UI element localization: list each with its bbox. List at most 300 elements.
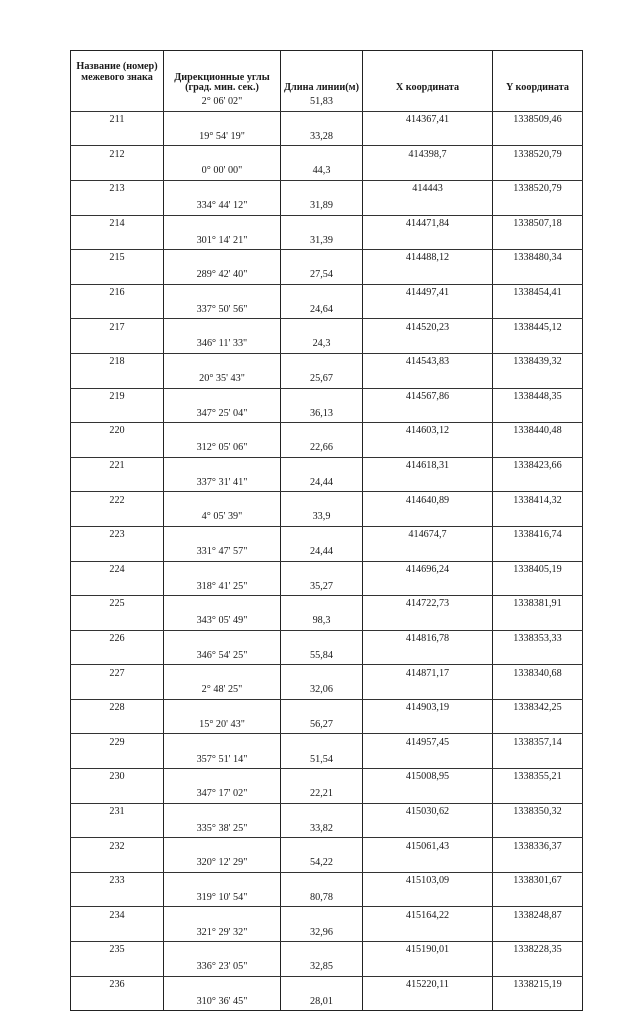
cell-empty [493, 509, 583, 526]
table-row-segment [71, 336, 583, 353]
cell-empty [493, 129, 583, 146]
cell-marker-name: 235 [71, 942, 164, 959]
cell-empty [493, 786, 583, 803]
cell-x-coordinate: 415103,09 [363, 872, 493, 889]
cell-empty [281, 872, 363, 889]
cell-empty [164, 111, 281, 128]
table-row-segment [71, 163, 583, 180]
cell-line-length: 55,84 [281, 648, 363, 665]
cell-empty [164, 561, 281, 578]
cell-empty [281, 907, 363, 924]
table-row-point [71, 215, 583, 232]
cell-marker-name: 236 [71, 976, 164, 993]
cell-marker-name: 234 [71, 907, 164, 924]
table-row-point [71, 803, 583, 820]
cell-line-length: 24,44 [281, 544, 363, 561]
cell-x-coordinate: 414520,23 [363, 319, 493, 336]
cell-empty [71, 302, 164, 319]
cell-empty [281, 250, 363, 267]
cell-empty [281, 942, 363, 959]
cell-marker-name: 221 [71, 457, 164, 474]
cell-empty [281, 769, 363, 786]
table-row-segment [71, 302, 583, 319]
cell-x-coordinate: 414618,31 [363, 457, 493, 474]
table-row-segment [71, 959, 583, 976]
table-row-point [71, 180, 583, 197]
cell-marker-name: 225 [71, 596, 164, 613]
cell-y-coordinate: 1338342,25 [493, 699, 583, 716]
cell-line-length: 22,66 [281, 440, 363, 457]
cell-marker-name: 211 [71, 111, 164, 128]
cell-direction-angle: 289° 42' 40" [164, 267, 281, 284]
cell-direction-angle: 337° 50' 56" [164, 302, 281, 319]
cell-marker-name: 216 [71, 284, 164, 301]
cell-y-coordinate: 1338336,37 [493, 838, 583, 855]
table-row-segment [71, 786, 583, 803]
cell-marker-name: 224 [71, 561, 164, 578]
cell-line-length: 28,01 [281, 993, 363, 1010]
cell-empty [493, 578, 583, 595]
cell-y-coordinate: 1338301,67 [493, 872, 583, 889]
cell-empty [164, 838, 281, 855]
table-row-point [71, 630, 583, 647]
cell-empty [281, 319, 363, 336]
cell-x-coordinate: 414722,73 [363, 596, 493, 613]
cell-marker-name: 230 [71, 769, 164, 786]
cell-direction-angle: 19° 54' 19" [164, 129, 281, 146]
cell-empty [164, 250, 281, 267]
cell-line-length: 32,06 [281, 682, 363, 699]
cell-empty [493, 267, 583, 284]
cell-direction-angle: 320° 12' 29" [164, 855, 281, 872]
cell-line-length: 56,27 [281, 717, 363, 734]
cell-y-coordinate: 1338353,33 [493, 630, 583, 647]
cell-empty [164, 803, 281, 820]
cell-line-length: 24,44 [281, 475, 363, 492]
table-row-point [71, 699, 583, 716]
cell-y-coordinate: 1338423,66 [493, 457, 583, 474]
table-row-point [71, 111, 583, 128]
table-row-segment [71, 440, 583, 457]
table-row-segment [71, 682, 583, 699]
cell-x-coordinate: 414488,12 [363, 250, 493, 267]
cell-empty [281, 596, 363, 613]
cell-marker-name: 220 [71, 423, 164, 440]
cell-y-coordinate: 1338340,68 [493, 665, 583, 682]
cell-empty [164, 596, 281, 613]
table-row-segment [71, 648, 583, 665]
cell-empty [493, 751, 583, 768]
cell-empty [281, 492, 363, 509]
cell-empty [363, 786, 493, 803]
cell-empty [164, 423, 281, 440]
table-row-point [71, 734, 583, 751]
table-row-point [71, 872, 583, 889]
cell-empty [363, 94, 493, 111]
cell-y-coordinate: 1338357,14 [493, 734, 583, 751]
cell-empty [164, 284, 281, 301]
header-y-coordinate: Y координата [493, 51, 583, 95]
table-row-segment [71, 267, 583, 284]
cell-empty [164, 353, 281, 370]
cell-empty [363, 302, 493, 319]
cell-empty [281, 457, 363, 474]
cell-empty [493, 924, 583, 941]
cell-x-coordinate: 414543,83 [363, 353, 493, 370]
cell-empty [493, 613, 583, 630]
cell-line-length: 27,54 [281, 267, 363, 284]
cell-empty [71, 94, 164, 111]
cell-empty [164, 215, 281, 232]
cell-line-length: 31,39 [281, 232, 363, 249]
cell-direction-angle: 15° 20' 43" [164, 717, 281, 734]
table-row-point [71, 665, 583, 682]
cell-empty [164, 976, 281, 993]
cell-empty [281, 803, 363, 820]
cell-x-coordinate: 414674,7 [363, 526, 493, 543]
cell-empty [71, 578, 164, 595]
cell-empty [164, 492, 281, 509]
cell-empty [363, 405, 493, 422]
cell-empty [71, 786, 164, 803]
cell-empty [164, 734, 281, 751]
table-row-segment [71, 820, 583, 837]
table-row-segment [71, 475, 583, 492]
cell-direction-angle: 347° 25' 04" [164, 405, 281, 422]
cell-line-length: 33,28 [281, 129, 363, 146]
cell-direction-angle: 337° 31' 41" [164, 475, 281, 492]
cell-empty [281, 976, 363, 993]
table-row-point [71, 319, 583, 336]
cell-empty [71, 682, 164, 699]
table-header-row [71, 51, 583, 95]
cell-empty [281, 665, 363, 682]
cell-marker-name: 231 [71, 803, 164, 820]
cell-y-coordinate: 1338228,35 [493, 942, 583, 959]
cell-line-length: 25,67 [281, 371, 363, 388]
cell-empty [71, 717, 164, 734]
table-row-point [71, 942, 583, 959]
cell-empty [363, 198, 493, 215]
cell-empty [363, 648, 493, 665]
cell-direction-angle: 331° 47' 57" [164, 544, 281, 561]
cell-direction-angle: 2° 48' 25" [164, 682, 281, 699]
table-row-segment [71, 855, 583, 872]
cell-empty [71, 405, 164, 422]
cell-empty [493, 94, 583, 111]
cell-y-coordinate: 1338509,46 [493, 111, 583, 128]
cell-empty [71, 924, 164, 941]
cell-direction-angle: 346° 11' 33" [164, 336, 281, 353]
cell-empty [363, 924, 493, 941]
cell-y-coordinate: 1338439,32 [493, 353, 583, 370]
cell-line-length: 32,96 [281, 924, 363, 941]
table-row-point [71, 423, 583, 440]
table-row-point [71, 838, 583, 855]
cell-direction-angle: 312° 05' 06" [164, 440, 281, 457]
cell-empty [164, 907, 281, 924]
cell-x-coordinate: 415061,43 [363, 838, 493, 855]
cell-empty [493, 855, 583, 872]
cell-line-length: 32,85 [281, 959, 363, 976]
table-row-segment [71, 198, 583, 215]
boundary-coordinates-table [70, 50, 583, 1011]
cell-line-length: 35,27 [281, 578, 363, 595]
cell-direction-angle: 301° 14' 21" [164, 232, 281, 249]
cell-marker-name: 232 [71, 838, 164, 855]
cell-marker-name: 228 [71, 699, 164, 716]
cell-line-length: 54,22 [281, 855, 363, 872]
cell-empty [363, 475, 493, 492]
cell-empty [493, 682, 583, 699]
cell-direction-angle: 319° 10' 54" [164, 890, 281, 907]
cell-empty [164, 665, 281, 682]
cell-line-length: 33,82 [281, 820, 363, 837]
cell-y-coordinate: 1338416,74 [493, 526, 583, 543]
table-row-point [71, 596, 583, 613]
cell-empty [493, 993, 583, 1010]
cell-direction-angle: 321° 29' 32" [164, 924, 281, 941]
cell-x-coordinate: 415008,95 [363, 769, 493, 786]
cell-direction-angle: 4° 05' 39" [164, 509, 281, 526]
cell-empty [281, 734, 363, 751]
cell-direction-angle: 336° 23' 05" [164, 959, 281, 976]
cell-empty [493, 440, 583, 457]
cell-empty [281, 699, 363, 716]
header-direction-angle: Дирекционные углы (град. мин. сек.) [164, 51, 281, 95]
cell-x-coordinate: 415220,11 [363, 976, 493, 993]
cell-empty [493, 544, 583, 561]
cell-direction-angle: 310° 36' 45" [164, 993, 281, 1010]
cell-empty [281, 561, 363, 578]
cell-empty [71, 232, 164, 249]
cell-empty [281, 526, 363, 543]
cell-empty [164, 630, 281, 647]
table-row-segment [71, 129, 583, 146]
cell-x-coordinate: 414443 [363, 180, 493, 197]
cell-direction-angle: 346° 54' 25" [164, 648, 281, 665]
cell-line-length: 36,13 [281, 405, 363, 422]
cell-empty [71, 959, 164, 976]
cell-line-length: 98,3 [281, 613, 363, 630]
cell-empty [71, 544, 164, 561]
cell-line-length: 80,78 [281, 890, 363, 907]
table-row-point [71, 146, 583, 163]
cell-line-length: 33,9 [281, 509, 363, 526]
cell-direction-angle: 347° 17' 02" [164, 786, 281, 803]
cell-empty [281, 180, 363, 197]
table-row-segment [71, 371, 583, 388]
cell-empty [363, 371, 493, 388]
cell-empty [493, 336, 583, 353]
cell-line-length: 24,64 [281, 302, 363, 319]
cell-y-coordinate: 1338215,19 [493, 976, 583, 993]
cell-empty [71, 163, 164, 180]
cell-empty [164, 699, 281, 716]
cell-empty [363, 509, 493, 526]
cell-empty [281, 838, 363, 855]
cell-empty [281, 284, 363, 301]
header-line-length: Длина линии(м) [281, 51, 363, 95]
cell-empty [363, 336, 493, 353]
cell-y-coordinate: 1338350,32 [493, 803, 583, 820]
cell-empty [71, 613, 164, 630]
table-row-segment [71, 94, 583, 111]
cell-empty [164, 769, 281, 786]
cell-x-coordinate: 414567,86 [363, 388, 493, 405]
table-row-segment [71, 717, 583, 734]
cell-empty [281, 111, 363, 128]
cell-line-length: 22,21 [281, 786, 363, 803]
cell-direction-angle: 0° 00' 00" [164, 163, 281, 180]
cell-y-coordinate: 1338520,79 [493, 180, 583, 197]
cell-empty [363, 613, 493, 630]
cell-empty [363, 578, 493, 595]
table-row-segment [71, 751, 583, 768]
cell-empty [493, 717, 583, 734]
cell-empty [281, 215, 363, 232]
cell-empty [363, 267, 493, 284]
cell-y-coordinate: 1338414,32 [493, 492, 583, 509]
cell-marker-name: 222 [71, 492, 164, 509]
cell-empty [363, 682, 493, 699]
cell-empty [363, 163, 493, 180]
table-row-point [71, 561, 583, 578]
cell-empty [493, 302, 583, 319]
cell-x-coordinate: 415030,62 [363, 803, 493, 820]
table-row-point [71, 526, 583, 543]
cell-x-coordinate: 414471,84 [363, 215, 493, 232]
cell-empty [164, 146, 281, 163]
cell-x-coordinate: 414603,12 [363, 423, 493, 440]
table-row-point [71, 907, 583, 924]
cell-empty [493, 475, 583, 492]
table-row-segment [71, 544, 583, 561]
cell-x-coordinate: 414367,41 [363, 111, 493, 128]
cell-x-coordinate: 414957,45 [363, 734, 493, 751]
table-row-segment [71, 232, 583, 249]
cell-x-coordinate: 415164,22 [363, 907, 493, 924]
cell-empty [164, 388, 281, 405]
cell-y-coordinate: 1338448,35 [493, 388, 583, 405]
cell-empty [493, 371, 583, 388]
cell-empty [71, 336, 164, 353]
table-row-point [71, 457, 583, 474]
cell-empty [363, 440, 493, 457]
cell-direction-angle: 20° 35' 43" [164, 371, 281, 388]
cell-line-length: 24,3 [281, 336, 363, 353]
cell-marker-name: 227 [71, 665, 164, 682]
table-row-point [71, 353, 583, 370]
cell-y-coordinate: 1338507,18 [493, 215, 583, 232]
cell-empty [281, 146, 363, 163]
cell-empty [493, 959, 583, 976]
cell-empty [493, 232, 583, 249]
header-marker-name: Название (номер) межевого знака [71, 51, 164, 95]
header-x-coordinate: X координата [363, 51, 493, 95]
cell-empty [281, 388, 363, 405]
cell-y-coordinate: 1338405,19 [493, 561, 583, 578]
table-row-point [71, 976, 583, 993]
table-row-segment [71, 924, 583, 941]
cell-line-length: 44,3 [281, 163, 363, 180]
cell-empty [71, 129, 164, 146]
cell-empty [281, 630, 363, 647]
cell-empty [363, 820, 493, 837]
table-row-point [71, 769, 583, 786]
cell-marker-name: 229 [71, 734, 164, 751]
cell-marker-name: 217 [71, 319, 164, 336]
cell-marker-name: 226 [71, 630, 164, 647]
cell-direction-angle: 334° 44' 12" [164, 198, 281, 215]
table-row-segment [71, 613, 583, 630]
cell-empty [71, 371, 164, 388]
cell-marker-name: 223 [71, 526, 164, 543]
table-row-segment [71, 993, 583, 1010]
cell-empty [164, 457, 281, 474]
cell-marker-name: 212 [71, 146, 164, 163]
cell-line-length: 31,89 [281, 198, 363, 215]
cell-empty [363, 129, 493, 146]
cell-y-coordinate: 1338454,41 [493, 284, 583, 301]
cell-x-coordinate: 414816,78 [363, 630, 493, 647]
cell-line-length: 51,54 [281, 751, 363, 768]
cell-empty [493, 405, 583, 422]
cell-empty [493, 820, 583, 837]
cell-x-coordinate: 414696,24 [363, 561, 493, 578]
cell-empty [493, 648, 583, 665]
cell-marker-name: 213 [71, 180, 164, 197]
cell-empty [281, 423, 363, 440]
cell-marker-name: 215 [71, 250, 164, 267]
cell-x-coordinate: 414398,7 [363, 146, 493, 163]
cell-x-coordinate: 415190,01 [363, 942, 493, 959]
cell-empty [363, 717, 493, 734]
cell-empty [493, 198, 583, 215]
cell-y-coordinate: 1338480,34 [493, 250, 583, 267]
cell-empty [363, 959, 493, 976]
cell-x-coordinate: 414640,89 [363, 492, 493, 509]
cell-empty [164, 942, 281, 959]
table-row-segment [71, 509, 583, 526]
cell-empty [363, 890, 493, 907]
cell-marker-name: 219 [71, 388, 164, 405]
cell-empty [363, 993, 493, 1010]
cell-empty [71, 820, 164, 837]
cell-empty [71, 648, 164, 665]
cell-empty [71, 751, 164, 768]
cell-empty [493, 890, 583, 907]
cell-empty [71, 993, 164, 1010]
table-body [71, 94, 583, 1011]
cell-empty [71, 198, 164, 215]
cell-empty [71, 509, 164, 526]
cell-empty [71, 267, 164, 284]
table-row-segment [71, 405, 583, 422]
cell-empty [164, 872, 281, 889]
cell-empty [363, 855, 493, 872]
table-row-point [71, 284, 583, 301]
cell-marker-name: 214 [71, 215, 164, 232]
cell-empty [71, 475, 164, 492]
cell-direction-angle: 357° 51' 14" [164, 751, 281, 768]
cell-direction-angle: 343° 05' 49" [164, 613, 281, 630]
table-row-segment [71, 578, 583, 595]
cell-line-length: 51,83 [281, 94, 363, 111]
cell-y-coordinate: 1338445,12 [493, 319, 583, 336]
cell-marker-name: 233 [71, 872, 164, 889]
cell-x-coordinate: 414903,19 [363, 699, 493, 716]
